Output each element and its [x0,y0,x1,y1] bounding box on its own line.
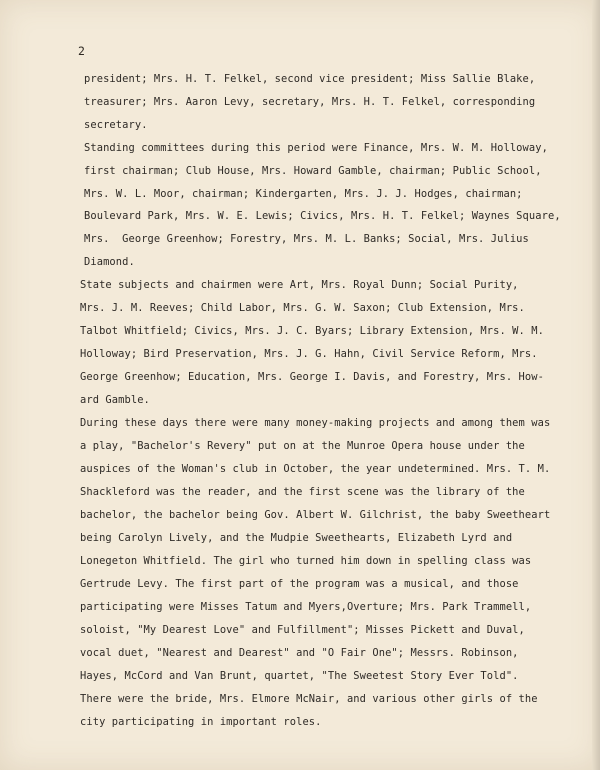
text-line: being Carolyn Lively, and the Mudpie Sweethearts, Elizabeth Lyrd and [80,532,513,544]
page-edge [592,0,600,770]
text-line: president; Mrs. H. T. Felkel, second vice president; Miss Sallie Blake, [84,73,536,85]
text-line: Boulevard Park, Mrs. W. E. Lewis; Civics, Mrs. H. T. Felkel; Waynes Square, [84,210,561,222]
text-line: Diamond. [84,256,135,268]
text-line: first chairman; Club House, Mrs. Howard Gamble, chairman; Public School, [84,165,542,177]
text-line: ard Gamble. [80,394,150,406]
text-line: There were the bride, Mrs. Elmore McNair, and various other girls of the [80,693,538,705]
text-line: State subjects and chairmen were Art, Mrs. Royal Dunn; Social Purity, [80,279,519,291]
text-line: Shackleford was the reader, and the first scene was the library of the [80,486,525,498]
text-line: treasurer; Mrs. Aaron Levy, secretary, Mrs. H. T. Felkel, corresponding [84,96,536,108]
text-line: Standing committees during this period were Finance, Mrs. W. M. Holloway, [84,142,548,154]
text-line: bachelor, the bachelor being Gov. Albert W. Gilchrist, the baby Sweetheart [80,509,551,521]
text-line: city participating in important roles. [80,716,322,728]
text-line: soloist, "My Dearest Love" and Fulfillment"; Misses Pickett and Duval, [80,624,525,636]
text-line: During these days there were many money-making projects and among them was [80,417,551,429]
text-line: auspices of the Woman's club in October, the year undetermined. Mrs. T. M. [80,463,551,475]
text-line: Mrs. W. L. Moor, chairman; Kindergarten, Mrs. J. J. Hodges, chairman; [84,188,523,200]
text-line: Lonegeton Whitfield. The girl who turned him down in spelling class was [80,555,532,567]
text-line: Holloway; Bird Preservation, Mrs. J. G. Hahn, Civil Service Reform, Mrs. [80,348,538,360]
text-line: Mrs. J. M. Reeves; Child Labor, Mrs. G. W. Saxon; Club Extension, Mrs. [80,302,525,314]
text-line: secretary. [84,119,148,131]
text-line: George Greenhow; Education, Mrs. George I. Davis, and Forestry, Mrs. How- [80,371,544,383]
text-line: a play, "Bachelor's Revery" put on at the Munroe Opera house under the [80,440,525,452]
text-line: Hayes, McCord and Van Brunt, quartet, "The Sweetest Story Ever Told". [80,670,519,682]
page-number: 2 [78,44,85,58]
text-line: participating were Misses Tatum and Myers,Overture; Mrs. Park Trammell, [80,601,532,613]
text-line: Mrs. George Greenhow; Forestry, Mrs. M. L. Banks; Social, Mrs. Julius [84,233,529,245]
text-line: vocal duet, "Nearest and Dearest" and "O Fair One"; Messrs. Robinson, [80,647,519,659]
text-line: Gertrude Levy. The first part of the program was a musical, and those [80,578,519,590]
text-line: Talbot Whitfield; Civics, Mrs. J. C. Byars; Library Extension, Mrs. W. M. [80,325,544,337]
